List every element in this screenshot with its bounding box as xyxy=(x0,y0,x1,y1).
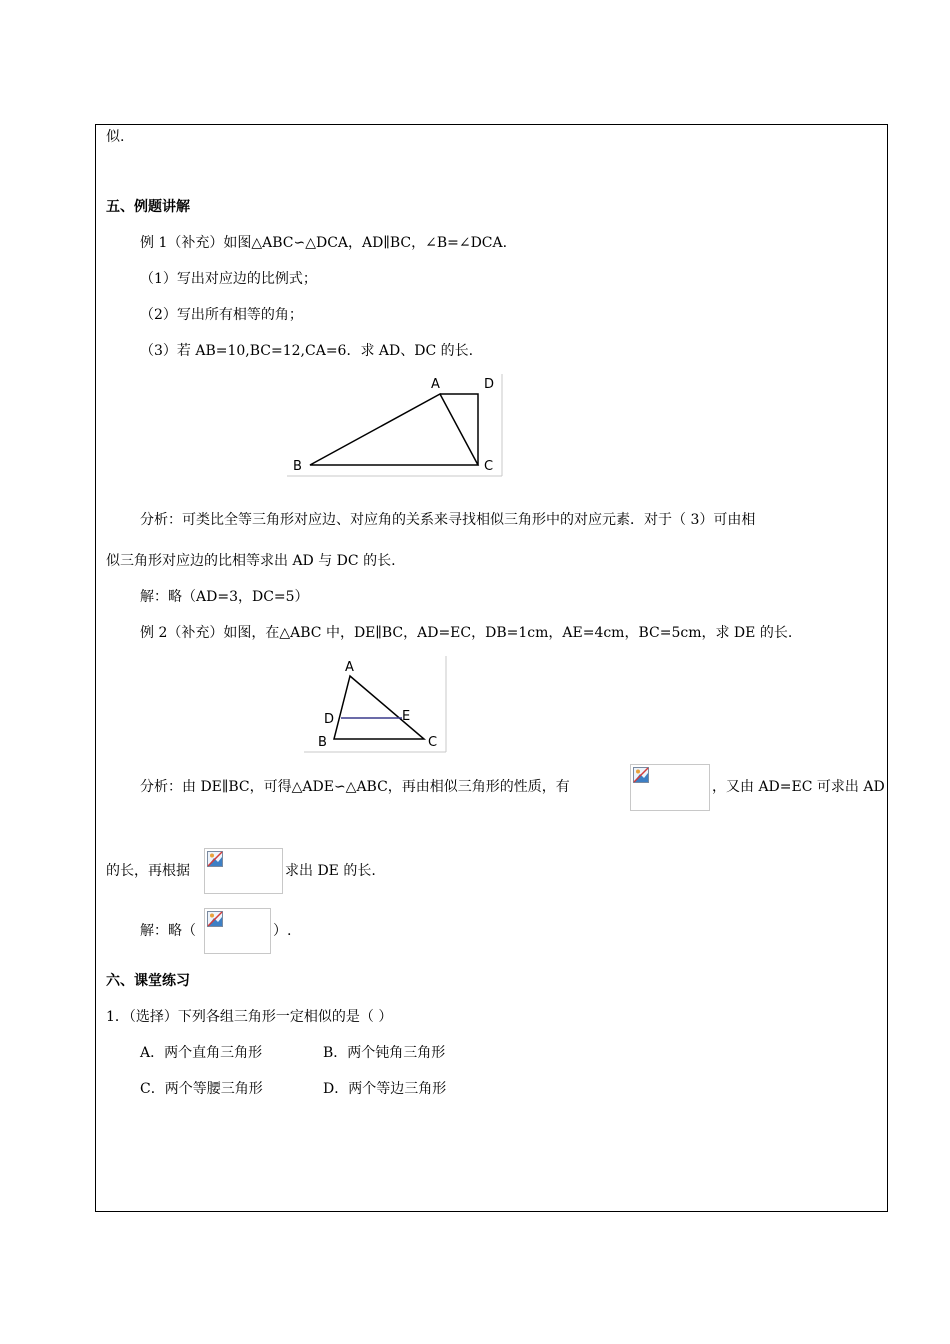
label-d: D xyxy=(484,377,495,392)
question-3: （3）若 AB=10,BC=12,CA=6．求 AD、DC 的长. xyxy=(140,343,474,359)
practice-question-1: 1．（选择）下列各组三角形一定相似的是（ ） xyxy=(106,1009,393,1025)
analysis-2-line-1-end: ，又由 AD=EC 可求出 AD xyxy=(712,779,885,795)
analysis-2-line-1-start: 分析：由 DE∥BC，可得△ADE∽△ABC，再由相似三角形的性质，有 xyxy=(140,779,570,795)
analysis-1-line-1: 分析：可类比全等三角形对应边、对应角的关系来寻找相似三角形中的对应元素．对于（ 3）可由相 xyxy=(140,512,756,528)
formula-image-placeholder xyxy=(204,848,283,894)
example-1: 例 1（补充）如图△ABC∽△DCA，AD∥BC，∠B=∠DCA. xyxy=(140,235,508,251)
text-line: 似. xyxy=(106,129,125,145)
figure-triangles-abc-dca xyxy=(285,372,507,480)
option-c: C．两个等腰三角形 xyxy=(140,1081,263,1097)
label-a: A xyxy=(431,377,440,392)
question-2: （2）写出所有相等的角； xyxy=(140,307,303,323)
analysis-2-line-2-start: 的长，再根据 xyxy=(106,863,190,879)
formula-image-placeholder xyxy=(630,764,710,811)
example-2: 例 2（补充）如图，在△ABC 中，DE∥BC，AD=EC，DB=1cm，AE=4cm，BC=5cm，求 DE 的长. xyxy=(140,625,793,641)
label-d: D xyxy=(324,712,335,727)
option-b: B．两个钝角三角形 xyxy=(323,1045,446,1061)
figure-triangle-abc-de-parallel xyxy=(302,654,450,756)
option-a: A．两个直角三角形 xyxy=(140,1045,263,1061)
solution-2-start: 解：略（ xyxy=(140,923,196,939)
analysis-2-line-2-end: 求出 DE 的长. xyxy=(285,863,376,879)
section-heading-practice: 六、课堂练习 xyxy=(106,973,190,989)
section-heading-examples: 五、例题讲解 xyxy=(106,199,190,215)
label-c: C xyxy=(428,735,438,750)
solution-2-end: ）. xyxy=(273,923,292,939)
triangle-abc xyxy=(310,394,478,465)
analysis-1-line-2: 似三角形对应边的比相等求出 AD 与 DC 的长. xyxy=(106,553,396,569)
label-b: B xyxy=(293,459,302,474)
solution-1: 解：略（AD=3，DC=5） xyxy=(140,589,309,605)
option-d: D．两个等边三角形 xyxy=(323,1081,447,1097)
label-e: E xyxy=(402,709,411,724)
broken-image-icon xyxy=(207,851,223,867)
label-c: C xyxy=(484,459,494,474)
triangle-abc xyxy=(334,676,424,739)
broken-image-icon xyxy=(207,911,223,927)
question-1: （1）写出对应边的比例式； xyxy=(140,271,317,287)
formula-image-placeholder xyxy=(204,908,271,954)
label-b: B xyxy=(318,735,327,750)
label-a: A xyxy=(345,660,354,675)
broken-image-icon xyxy=(633,767,649,783)
